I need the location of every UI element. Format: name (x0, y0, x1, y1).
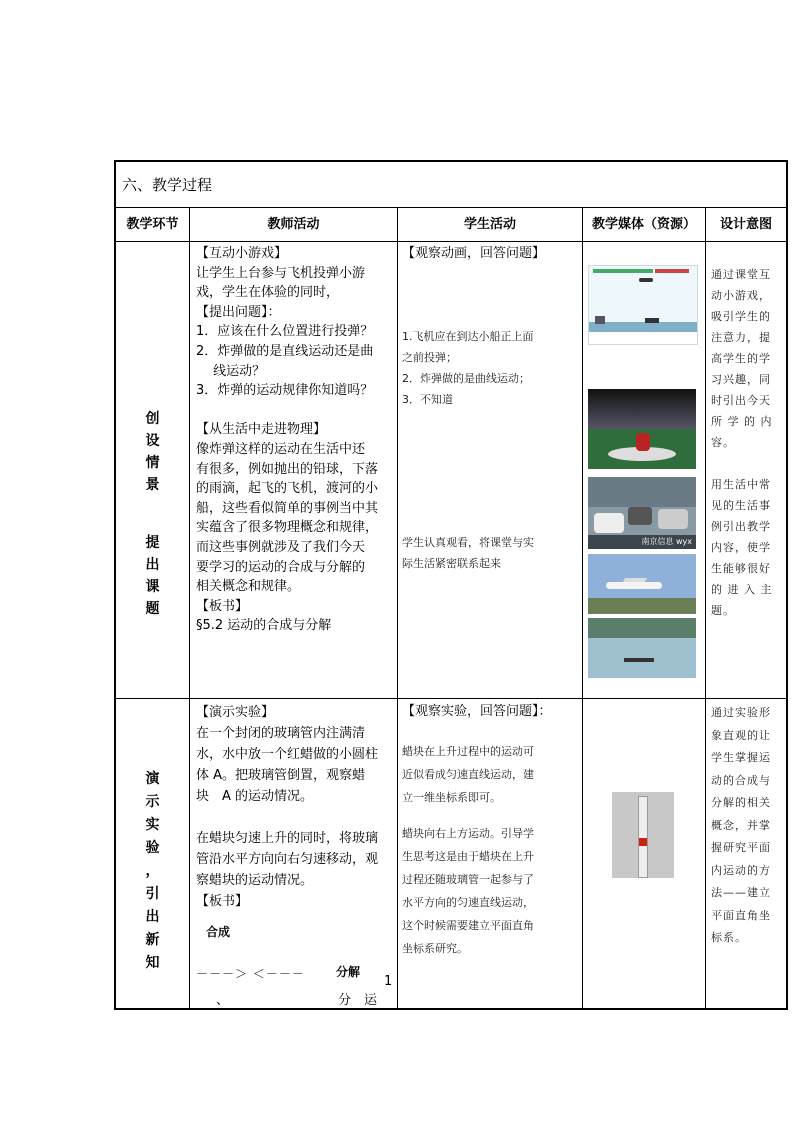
teacher-line: 【演示实验】 (196, 705, 275, 720)
synthesis-arrows: －－－＞ ＜－－－ (196, 967, 305, 981)
teacher-line: 【板书】 (196, 598, 249, 614)
stage-create-scene (116, 408, 189, 496)
image-caption: 南京信息 wyx (641, 537, 692, 546)
design-line: 用生活中常 (711, 478, 771, 491)
teacher-line: 察蜡块的运动情况。 (196, 873, 314, 888)
student-answer-1 (402, 740, 580, 809)
design-line: 法——建立 (711, 886, 771, 899)
student-line: 生思考这是由于蜡块在上升 (402, 850, 534, 863)
stage-char: 知 (145, 955, 160, 971)
student-line: 2．炸弹做的是曲线运动； (402, 372, 530, 385)
design-intent-2 (711, 702, 785, 950)
stage-char: 创 (145, 411, 160, 427)
design-line: 通过实验形 (711, 706, 771, 719)
header-stage: 教学环节 (116, 208, 189, 242)
teacher-line: 1．应该在什么位置进行投弹？ (196, 324, 374, 340)
design-line (711, 453, 785, 474)
formula-fragment: 1 (384, 974, 393, 989)
teacher-line: 在蜡块匀速上升的同时，将玻璃 (196, 831, 379, 846)
student-line: 学生认真观看，将课堂与实 (402, 536, 534, 549)
student-line: 立一维坐标系即可。 (402, 791, 501, 804)
teacher-activity-1 (196, 244, 396, 636)
teacher-line: 而这些事例就涉及了我们今天 (196, 539, 366, 555)
student-line: 蜡块向右上方运动。引导学 (402, 827, 534, 840)
design-line: 生能够很好 (711, 562, 771, 575)
teacher-line: 要学习的运动的合成与分解的 (196, 559, 366, 575)
header-media: 教学媒体（资源） (583, 208, 705, 242)
stage-char: 设 (145, 433, 160, 449)
student-line: 1.飞机应在到达小船正上面 (402, 330, 534, 343)
design-line: 容。 (711, 436, 735, 449)
design-line: 时引出今天 (711, 394, 771, 407)
stage-raise-topic (116, 532, 189, 620)
stage-char: 情 (145, 455, 160, 471)
teacher-line: 线运动？ (196, 363, 266, 379)
stage-char: 实 (145, 817, 160, 833)
header-design: 设计意图 (706, 208, 786, 242)
design-line: 内运动的方 (711, 863, 771, 877)
teacher-line (196, 807, 396, 828)
stage-char: ， (145, 863, 160, 879)
student-line: 这个时候需要建立平面直角 (402, 919, 534, 932)
student-line: 3．不知道 (402, 393, 453, 406)
header-teacher: 教师活动 (190, 208, 397, 242)
design-line: 通过课堂互 (711, 268, 771, 281)
teacher-line: 相关概念和规律。 (196, 579, 301, 595)
teacher-line: 【提出问题】： (196, 304, 281, 320)
student-line: 际生活紧密联系起来 (402, 557, 501, 570)
student-line: 坐标系研究。 (402, 942, 468, 955)
rain-traffic-image (588, 477, 696, 549)
stage-char: 引 (145, 886, 160, 902)
design-line: 题。 (711, 604, 735, 617)
design-line: 高学生的学 (711, 352, 771, 365)
teacher-line: 在一个封闭的玻璃管内注满清 (196, 726, 366, 741)
divider (705, 208, 706, 1008)
divider (582, 208, 583, 1008)
teaching-process-table (114, 160, 788, 1010)
design-line: 习兴趣，同 (711, 373, 771, 386)
teacher-line: 像炸弹这样的运动在生活中还 (196, 441, 366, 457)
stage-char: 课 (145, 579, 160, 595)
teacher-line (196, 401, 396, 421)
section-title: 六、教学过程 (116, 162, 786, 208)
teacher-line: 让学生上台参与飞机投弹小游 (196, 265, 366, 281)
design-intent-1 (711, 264, 785, 621)
design-line: 概念，并掌 (711, 818, 771, 832)
teacher-line: 实蕴含了很多物理概念和规律， (196, 520, 379, 536)
teacher-line: 体 A。把玻璃管倒置，观察蜡 (196, 768, 366, 783)
divider (397, 208, 398, 1008)
teacher-line: 戏，学生在体验的同时， (196, 285, 340, 301)
teacher-line: 水，水中放一个红蜡做的小圆柱 (196, 747, 379, 762)
design-line: 分解的相关 (711, 796, 771, 809)
student-line: 蜡块在上升过程中的运动可 (402, 745, 534, 758)
divider (189, 208, 190, 1008)
student-answers (402, 326, 580, 410)
student-line: 水平方向的匀速直线运动， (402, 896, 534, 909)
airplane-image (588, 554, 696, 614)
formula-fragment: 、 (216, 993, 230, 1008)
header-student: 学生活动 (398, 208, 582, 242)
student-line: 近似看成匀速直线运动，建 (402, 768, 534, 781)
teacher-line: 船，这些看似简单的事例当中其 (196, 500, 379, 516)
design-line: 动的合成与 (711, 773, 771, 787)
student-line: 之前投弹； (402, 351, 457, 364)
game-screenshot-image (588, 265, 698, 345)
stage-char: 演 (145, 771, 160, 787)
teacher-line: 的雨滴，起飞的飞机，渡河的小 (196, 481, 379, 497)
stage-char: 提 (145, 535, 160, 551)
student-activity-2-head: 【观察实验，回答问题】： (402, 704, 552, 719)
teacher-line: 2．炸弹做的是直线运动还是曲 (196, 343, 374, 359)
design-line: 吸引学生的 (711, 310, 771, 323)
teacher-activity-2 (196, 702, 396, 912)
stage-char: 题 (145, 601, 160, 617)
teacher-line: 管沿水平方向向右匀速移动，观 (196, 852, 379, 867)
student-activity-1-head: 【观察动画，回答问题】 (402, 246, 546, 261)
stage-char: 景 (145, 477, 160, 493)
stage-char: 示 (145, 794, 160, 810)
design-line: 握研究平面 (711, 841, 771, 854)
teacher-line: 【板书】 (196, 894, 249, 909)
design-line: 象直观的让 (711, 728, 771, 742)
stage-char: 验 (145, 840, 160, 856)
stage-char: 新 (145, 932, 160, 948)
stage-char: 出 (145, 557, 160, 573)
decomposition-label: 分解 (336, 965, 361, 979)
student-line: 过程还随玻璃管一起参与了 (402, 873, 534, 886)
teacher-line: §5.2 运动的合成与分解 (196, 618, 332, 634)
design-line: 所 学 的 内 (711, 415, 773, 428)
teacher-line: 【互动小游戏】 (196, 246, 288, 261)
design-line: 平面直角坐 (711, 908, 771, 922)
design-line: 标系。 (711, 931, 747, 944)
shot-put-image (588, 389, 696, 469)
design-line: 动小游戏， (711, 289, 771, 302)
teacher-line: 【从生活中走进物理】 (196, 422, 327, 438)
stage-demo-experiment (116, 768, 189, 975)
design-line: 的 进 入 主 (711, 583, 773, 596)
boat-river-image (588, 618, 696, 678)
design-line: 注意力，提 (711, 331, 771, 344)
design-line: 例引出教学 (711, 520, 771, 533)
teacher-line: 3．炸弹的运动规律你知道吗？ (196, 383, 374, 399)
teacher-line: 块 A 的运动情况。 (196, 789, 314, 804)
design-line: 见的生活事 (711, 499, 771, 512)
stage-char: 出 (145, 909, 160, 925)
formula-fragment: 分 运 (338, 993, 378, 1008)
student-answer-2 (402, 822, 580, 960)
synthesis-label: 合成 (206, 925, 231, 939)
glass-tube-image (612, 792, 674, 878)
design-line: 学生掌握运 (711, 751, 771, 764)
student-note (402, 532, 580, 574)
design-line: 内容，使学 (711, 541, 771, 554)
row-divider (116, 698, 786, 699)
teacher-line: 有很多，例如抛出的铅球，下落 (196, 461, 379, 477)
